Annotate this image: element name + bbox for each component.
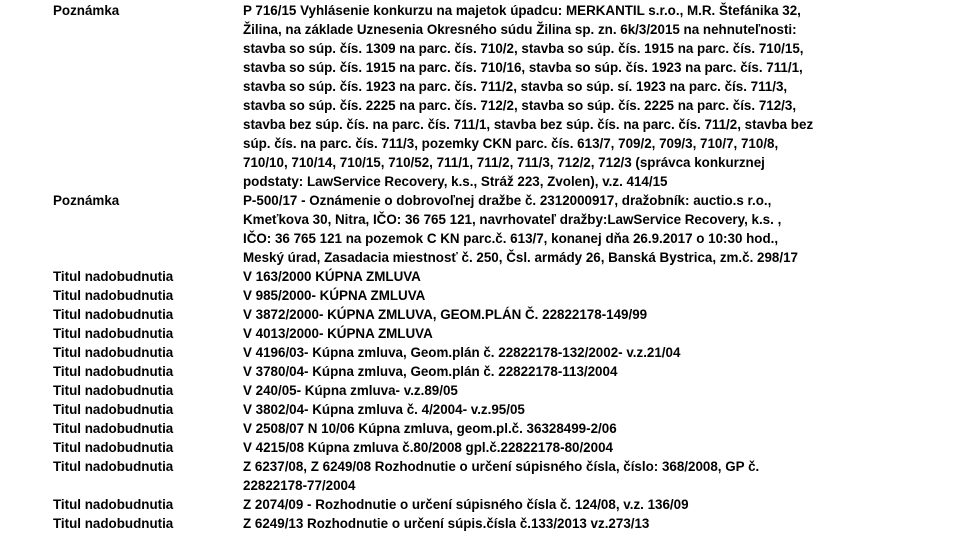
entry-row-title <box>0 362 973 381</box>
entry-value <box>243 324 883 343</box>
entry-text-line: podstaty: LawService Recovery, k.s., Stráž 223, Zvolen), v.z. 414/15 <box>243 174 668 189</box>
entry-text-line: V 3802/04- Kúpna zmluva č. 4/2004- v.z.95/05 <box>243 402 525 417</box>
entry-value <box>243 438 883 457</box>
entry-text-line: Meský úrad, Zasadacia miestnosť č. 250, Čsl. armády 26, Banská Bystrica, zm.č. 298/17 <box>243 250 798 265</box>
entry-label: Titul nadobudnutia <box>53 440 174 455</box>
entry-label: Poznámka <box>53 193 120 208</box>
entry-value <box>243 286 883 305</box>
entry-row-title <box>0 438 973 457</box>
entry-row-note-2 <box>0 191 973 267</box>
entry-row-title <box>0 305 973 324</box>
entry-label: Titul nadobudnutia <box>53 288 174 303</box>
entry-value <box>243 381 883 400</box>
entry-row-title <box>0 267 973 286</box>
entry-label: Titul nadobudnutia <box>53 421 174 436</box>
entry-value <box>243 362 883 381</box>
entry-label: Poznámka <box>53 3 120 18</box>
entry-value <box>243 457 883 495</box>
entry-value <box>243 343 883 362</box>
entry-text-line: stavba so súp. čís. 1915 na parc. čís. 710/16, stavba so súp. čís. 1923 na parc. čís. 711/1, <box>243 60 803 75</box>
entry-text-line: súp. čís. na parc. čís. 711/3, pozemky CKN parc. čís. 613/7, 709/2, 709/3, 710/7, 710/8, <box>243 136 779 151</box>
entry-text-line: P-500/17 - Oznámenie o dobrovoľnej dražbe č. 2312000917, dražobník: auctio.s r.o., <box>243 193 772 208</box>
entry-row-title <box>0 343 973 362</box>
entry-text-line: V 163/2000 KÚPNA ZMLUVA <box>243 269 421 284</box>
land-registry-entries <box>0 1 973 533</box>
entry-row-title <box>0 286 973 305</box>
entry-text-line: Žilina, na základe Uznesenia Okresného súdu Žilina sp. zn. 6k/3/2015 na nehnuteľnosti: <box>243 22 797 37</box>
entry-text-line: stavba so súp. čís. 1309 na parc. čís. 710/2, stavba so súp. čís. 1915 na parc. čís. 710/15, <box>243 41 804 56</box>
entry-label: Titul nadobudnutia <box>53 383 174 398</box>
entry-text-line: V 4013/2000- KÚPNA ZMLUVA <box>243 326 433 341</box>
entry-label: Titul nadobudnutia <box>53 516 174 531</box>
entry-text-line: Z 2074/09 - Rozhodnutie o určení súpisného čísla č. 124/08, v.z. 136/09 <box>243 497 689 512</box>
entry-row-note-1 <box>0 1 973 191</box>
entry-row-title <box>0 419 973 438</box>
entry-value <box>243 1 883 191</box>
entry-text-line: V 2508/07 N 10/06 Kúpna zmluva, geom.pl.č. 36328499-2/06 <box>243 421 617 436</box>
entry-value <box>243 191 883 267</box>
entry-label: Titul nadobudnutia <box>53 345 174 360</box>
entry-text-line: P 716/15 Vyhlásenie konkurzu na majetok úpadcu: MERKANTIL s.r.o., M.R. Štefánika 32, <box>243 3 801 18</box>
entry-value <box>243 495 883 514</box>
entry-value <box>243 305 883 324</box>
entry-text-line: V 240/05- Kúpna zmluva- v.z.89/05 <box>243 383 458 398</box>
entry-text-line: V 4196/03- Kúpna zmluva, Geom.plán č. 22822178-132/2002- v.z.21/04 <box>243 345 681 360</box>
entry-text-line: stavba bez súp. čís. na parc. čís. 711/1, stavba bez súp. čís. na parc. čís. 711/2, stavba bez <box>243 117 814 132</box>
entry-text-line: stavba so súp. čís. 2225 na parc. čís. 712/2, stavba so súp. čís. 2225 na parc. čís. 712/3, <box>243 98 797 113</box>
entry-value <box>243 400 883 419</box>
entry-text-line: stavba so súp. čís. 1923 na parc. čís. 711/2, stavba so súp. sí. 1923 na parc. čís. 711/3, <box>243 79 788 94</box>
entry-text-line: Kmeťkova 30, Nitra, IČO: 36 765 121, navrhovateľ dražby:LawService Recovery, k.s. , <box>243 212 782 227</box>
entry-label: Titul nadobudnutia <box>53 326 174 341</box>
entry-text-line: V 3872/2000- KÚPNA ZMLUVA, GEOM.PLÁN Č. 22822178-149/99 <box>243 307 648 322</box>
entry-text-line: Z 6237/08, Z 6249/08 Rozhodnutie o určení súpisného čísla, číslo: 368/2008, GP č. <box>243 459 760 474</box>
entry-label: Titul nadobudnutia <box>53 497 174 512</box>
entry-label: Titul nadobudnutia <box>53 402 174 417</box>
entry-value <box>243 267 883 286</box>
entry-text-line: IČO: 36 765 121 na pozemok C KN parc.č. 613/7, konanej dňa 26.9.2017 o 10:30 hod., <box>243 231 779 246</box>
entry-text-line: V 4215/08 Kúpna zmluva č.80/2008 gpl.č.22822178-80/2004 <box>243 440 613 455</box>
entry-row-title <box>0 457 973 495</box>
entry-text-line: V 3780/04- Kúpna zmluva, Geom.plán č. 22822178-113/2004 <box>243 364 618 379</box>
entry-row-title <box>0 514 973 533</box>
entry-label: Titul nadobudnutia <box>53 307 174 322</box>
entry-row-title <box>0 324 973 343</box>
entry-text-line: V 985/2000- KÚPNA ZMLUVA <box>243 288 426 303</box>
entry-label: Titul nadobudnutia <box>53 364 174 379</box>
entry-text-line: 22822178-77/2004 <box>243 478 356 493</box>
entry-row-title <box>0 495 973 514</box>
entry-value <box>243 419 883 438</box>
entry-label: Titul nadobudnutia <box>53 459 174 474</box>
entry-row-title <box>0 381 973 400</box>
entry-row-title <box>0 400 973 419</box>
entry-value <box>243 514 883 533</box>
entry-label: Titul nadobudnutia <box>53 269 174 284</box>
entry-text-line: Z 6249/13 Rozhodnutie o určení súpis.čísla č.133/2013 vz.273/13 <box>243 516 650 531</box>
entry-text-line: 710/10, 710/14, 710/15, 710/52, 711/1, 711/2, 711/3, 712/2, 712/3 (správca konkurznej <box>243 155 765 170</box>
